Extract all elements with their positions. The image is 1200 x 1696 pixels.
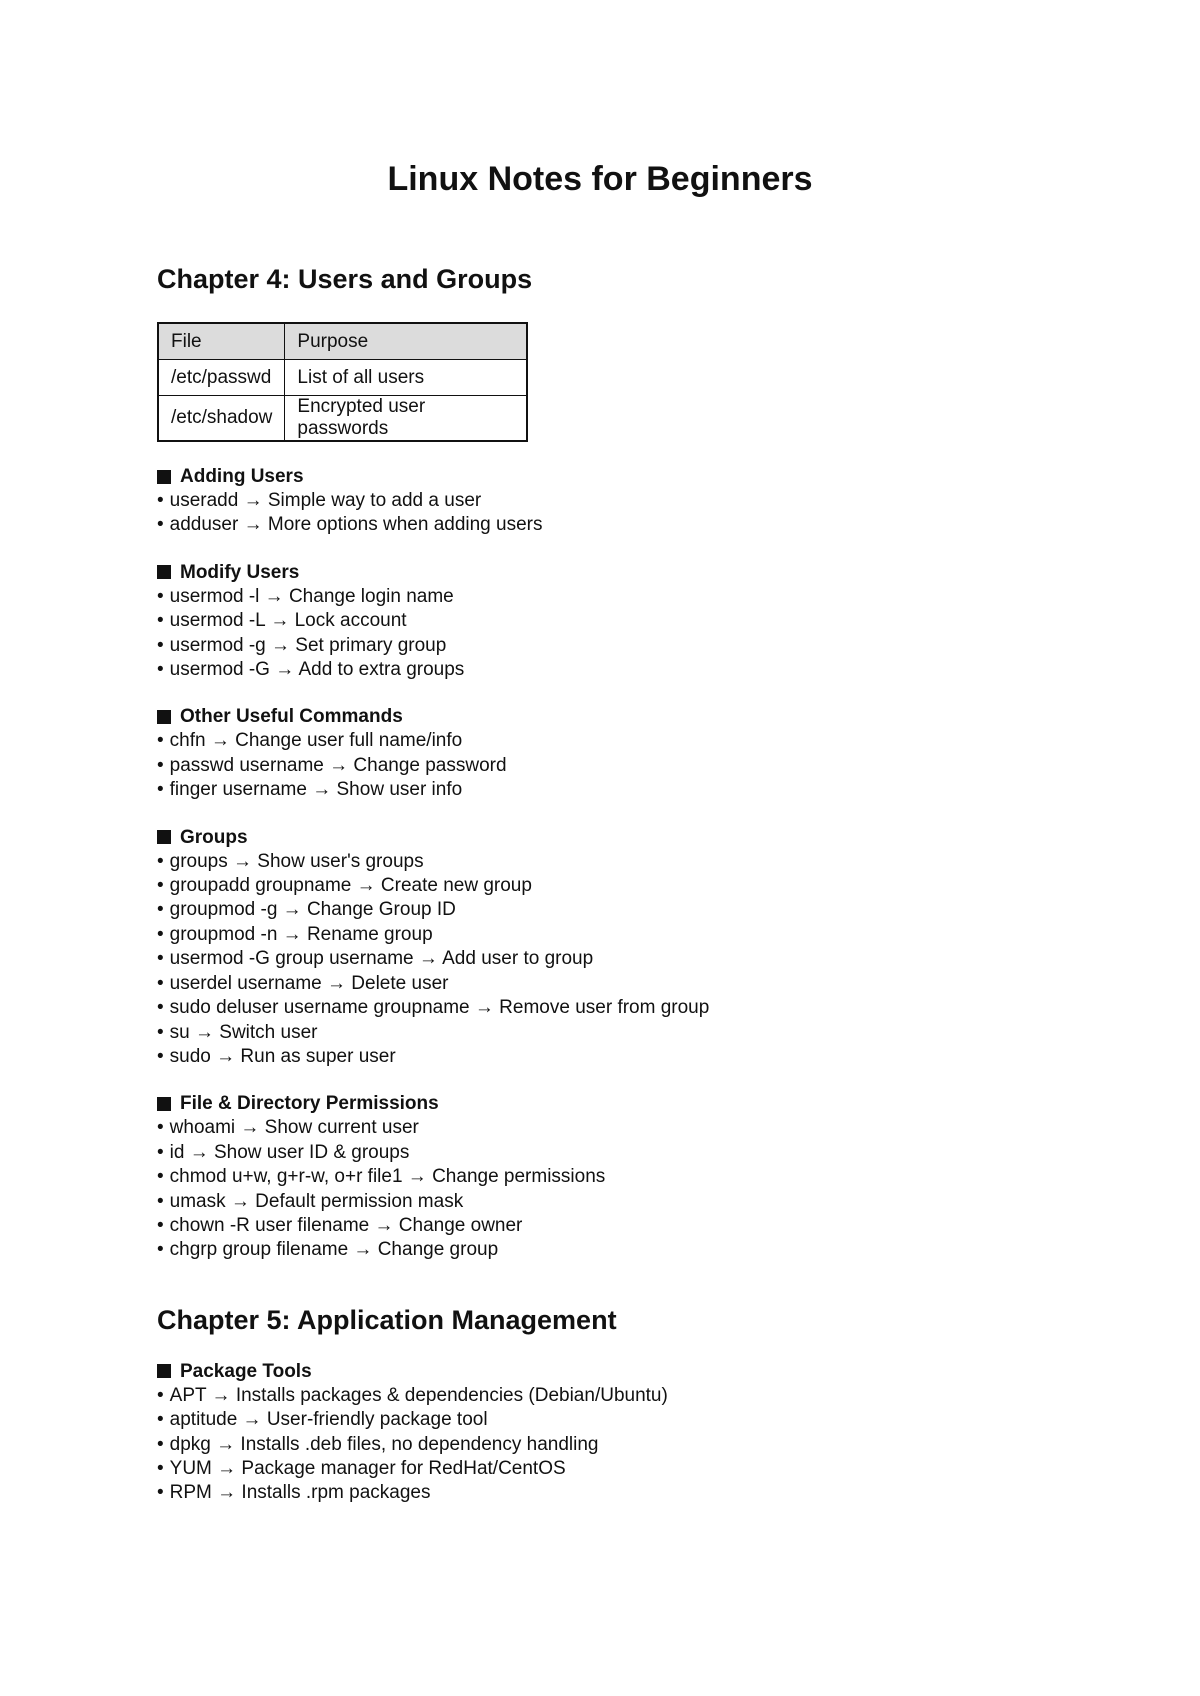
list-item-text: id → Show user ID & groups [169,1141,410,1163]
square-bullet-icon [157,1097,171,1111]
list-item-text: userdel username → Delete user [169,972,449,994]
section [157,560,1107,683]
bullet-icon: • [157,997,164,1019]
bullet-icon: • [157,1166,164,1188]
bullet-icon: • [157,1045,164,1067]
bullet-icon: • [157,490,164,511]
section-heading [157,704,1107,729]
list-item [157,778,1107,802]
section-heading-text: Adding Users [180,466,304,487]
chapter-4-sections [157,464,1107,1263]
command-list [157,585,1107,683]
command-list [157,1384,1107,1506]
bullet-icon: • [157,659,164,681]
bullet-icon: • [157,1384,164,1406]
command-list [157,489,1107,538]
section [157,825,1107,1070]
list-item-text: YUM → Package manager for RedHat/CentOS [169,1457,566,1479]
bullet-icon: • [157,1214,164,1236]
bullet-icon: • [157,875,164,897]
list-item-text: groups → Show user's groups [169,850,424,872]
list-item-text: groupadd groupname → Create new group [169,875,532,897]
bullet-icon: • [157,514,164,536]
list-item-text: chgrp group filename → Change group [169,1239,499,1261]
list-item-text: RPM → Installs .rpm packages [169,1482,431,1504]
list-item [157,1238,1107,1262]
bullet-icon: • [157,1239,164,1261]
table-header-row [158,323,527,360]
list-item-text: dpkg → Installs .deb files, no dependency handling [169,1433,599,1455]
file-purpose-table [157,322,528,442]
section [157,1359,1107,1506]
list-item [157,729,1107,753]
bullet-icon: • [157,754,164,776]
command-list [157,1116,1107,1262]
list-item-text: usermod -G → Add to extra groups [169,659,465,681]
chapter-title: Chapter 4: Users and Groups [157,264,533,294]
list-item [157,850,1107,874]
list-item [157,947,1107,971]
table-row [158,360,527,396]
list-item [157,1481,1107,1505]
bullet-icon: • [157,899,164,921]
list-item-text: groupmod -n → Rename group [169,923,433,945]
table-cell: /etc/shadow [158,396,285,442]
square-bullet-icon [157,830,171,844]
list-item [157,1141,1107,1165]
section-heading [157,1091,1107,1116]
list-item-text: su → Switch user [169,1021,318,1043]
bullet-icon: • [157,730,164,752]
list-item-text: umask → Default permission mask [169,1190,464,1212]
section-heading-text: Other Useful Commands [180,706,403,728]
list-item [157,489,1107,513]
bullet-icon: • [157,634,164,656]
table-cell: List of all users [285,360,528,396]
square-bullet-icon [157,1364,171,1378]
square-bullet-icon [157,710,171,724]
bullet-icon: • [157,585,164,607]
list-item [157,898,1107,922]
bullet-icon: • [157,779,164,801]
list-item [157,1408,1107,1432]
list-item-text: aptitude → User-friendly package tool [169,1409,488,1431]
bullet-icon: • [157,610,164,632]
command-list [157,850,1107,1070]
list-item [157,1116,1107,1140]
list-item-text: usermod -L → Lock account [169,610,407,632]
list-item [157,1214,1107,1238]
section [157,704,1107,802]
list-item-text: chmod u+w, g+r-w, o+r file1 → Change permissions [169,1166,606,1188]
chapter-5-sections [157,1359,1107,1506]
section-heading-text: Package Tools [180,1360,312,1382]
list-item [157,1021,1107,1045]
section-heading [157,825,1107,850]
table-header-cell: Purpose [285,323,528,360]
section-heading [157,1359,1107,1384]
list-item [157,1045,1107,1069]
bullet-icon: • [157,1433,164,1455]
list-item-text: usermod -G group username → Add user to group [169,948,594,970]
bullet-icon: • [157,1190,164,1212]
list-item [157,1457,1107,1481]
list-item-text: adduser → More options when adding users [169,514,543,536]
list-item [157,996,1107,1020]
list-item-text: whoami → Show current user [169,1117,419,1139]
document-body [157,262,1107,1506]
bullet-icon: • [157,972,164,994]
list-item [157,634,1107,658]
section [157,1091,1107,1262]
bullet-icon: • [157,1141,164,1163]
command-list [157,729,1107,802]
list-item [157,923,1107,947]
list-item [157,1190,1107,1214]
section-heading [157,560,1107,585]
bullet-icon: • [157,1409,164,1431]
list-item [157,1433,1107,1457]
list-item-text: finger username → Show user info [169,779,463,801]
list-item [157,658,1107,682]
bullet-icon: • [157,1021,164,1043]
square-bullet-icon [157,565,171,579]
list-item-text: APT → Installs packages & dependencies (Debian/Ubuntu) [169,1384,668,1406]
list-item [157,1384,1107,1408]
table-row [158,396,527,442]
bullet-icon: • [157,850,164,872]
list-item-text: chfn → Change user full name/info [169,730,463,752]
list-item [157,513,1107,537]
bullet-icon: • [157,923,164,945]
table-header-cell: File [158,323,285,360]
chapter-title: Chapter 5: Application Management [157,1304,617,1335]
table-cell: Encrypted user passwords [285,396,528,442]
list-item-text: passwd username → Change password [169,754,507,776]
bullet-icon: • [157,1482,164,1504]
list-item-text: useradd → Simple way to add a user [169,490,482,511]
list-item-text: usermod -g → Set primary group [169,634,447,656]
square-bullet-icon [157,470,171,484]
list-item [157,874,1107,898]
list-item [157,972,1107,996]
section-heading-text: Modify Users [180,561,300,583]
bullet-icon: • [157,1117,164,1139]
page-title: Linux Notes for Beginners [387,160,813,198]
bullet-icon: • [157,948,164,970]
list-item-text: chown -R user filename → Change owner [169,1214,523,1236]
list-item [157,585,1107,609]
list-item [157,609,1107,633]
bullet-icon: • [157,1457,164,1479]
section-heading-text: File & Directory Permissions [180,1093,439,1115]
table-cell: /etc/passwd [158,360,285,396]
list-item-text: usermod -l → Change login name [169,585,454,607]
list-item-text: groupmod -g → Change Group ID [169,899,456,921]
list-item-text: sudo → Run as super user [169,1045,396,1067]
list-item-text: sudo deluser username groupname → Remove user from group [169,997,710,1019]
section-heading [157,464,1107,489]
list-item [157,754,1107,778]
section-heading-text: Groups [180,826,248,848]
list-item [157,1165,1107,1189]
section [157,464,1107,538]
